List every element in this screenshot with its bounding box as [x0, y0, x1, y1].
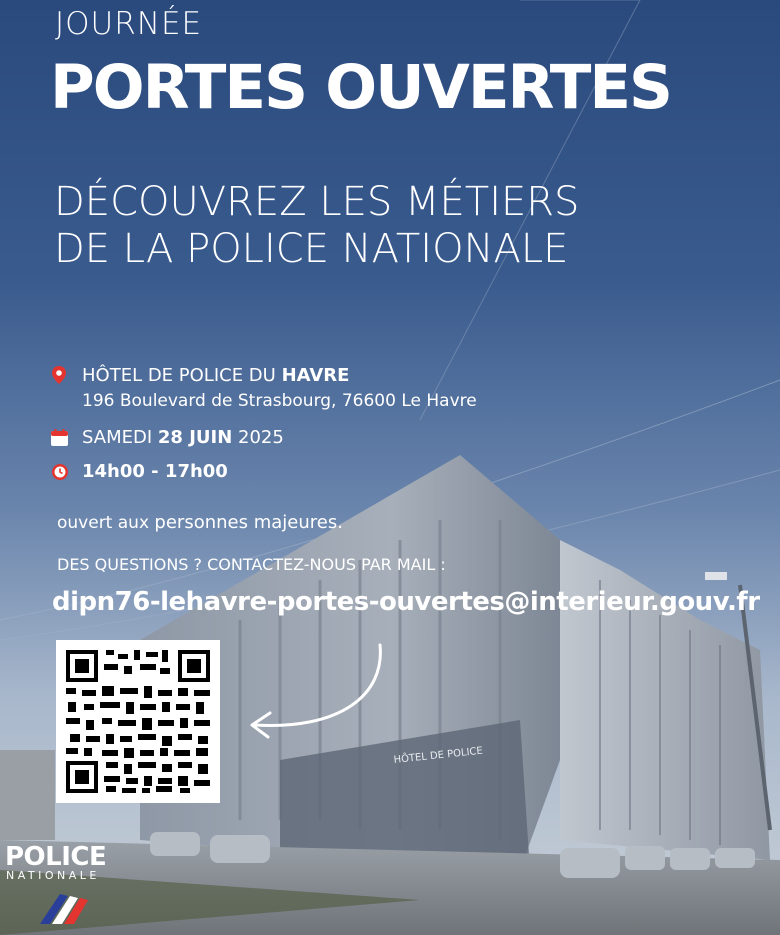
event-hours: 14h00 - 17h00: [82, 461, 228, 482]
location-prefix: HÔTEL DE POLICE DU: [82, 365, 282, 386]
page-title: PORTES OUVERTES: [50, 52, 671, 123]
audience-text: [57, 512, 343, 533]
location-name: [82, 365, 349, 386]
journee-label: JOURNÉE: [55, 6, 203, 42]
curved-arrow-icon: [240, 640, 400, 740]
building-sign: HÔTEL DE POLICE: [393, 745, 484, 766]
subtitle-line2: DE LA POLICE NATIONALE: [54, 226, 569, 272]
calendar-icon: [51, 429, 68, 446]
subtitle-line1: DÉCOUVREZ LES MÉTIERS: [54, 179, 580, 225]
qr-code-icon: [56, 640, 220, 803]
police-flag-logo-icon: [38, 886, 90, 926]
qr-code[interactable]: [56, 640, 220, 803]
clock-icon: [52, 464, 68, 480]
audience-prefix: ouvert aux: [57, 513, 155, 533]
location-address: 196 Boulevard de Strasbourg, 76600 Le Havre: [82, 391, 477, 411]
contact-email[interactable]: dipn76-lehavre-portes-ouvertes@interieur.gouv.fr: [52, 587, 760, 617]
date-day: 28 JUIN: [157, 427, 233, 448]
audience-emphasis: personnes majeures.: [154, 512, 343, 533]
location-city: HAVRE: [281, 365, 350, 386]
date-prefix: SAMEDI: [82, 427, 158, 448]
logo-nationale: NATIONALE: [6, 869, 100, 882]
date-year: 2025: [232, 427, 284, 448]
event-date: [82, 427, 284, 448]
logo-police: POLICE: [5, 842, 107, 872]
contact-question: DES QUESTIONS ? CONTACTEZ-NOUS PAR MAIL :: [57, 555, 446, 574]
map-pin-icon: [52, 366, 66, 384]
